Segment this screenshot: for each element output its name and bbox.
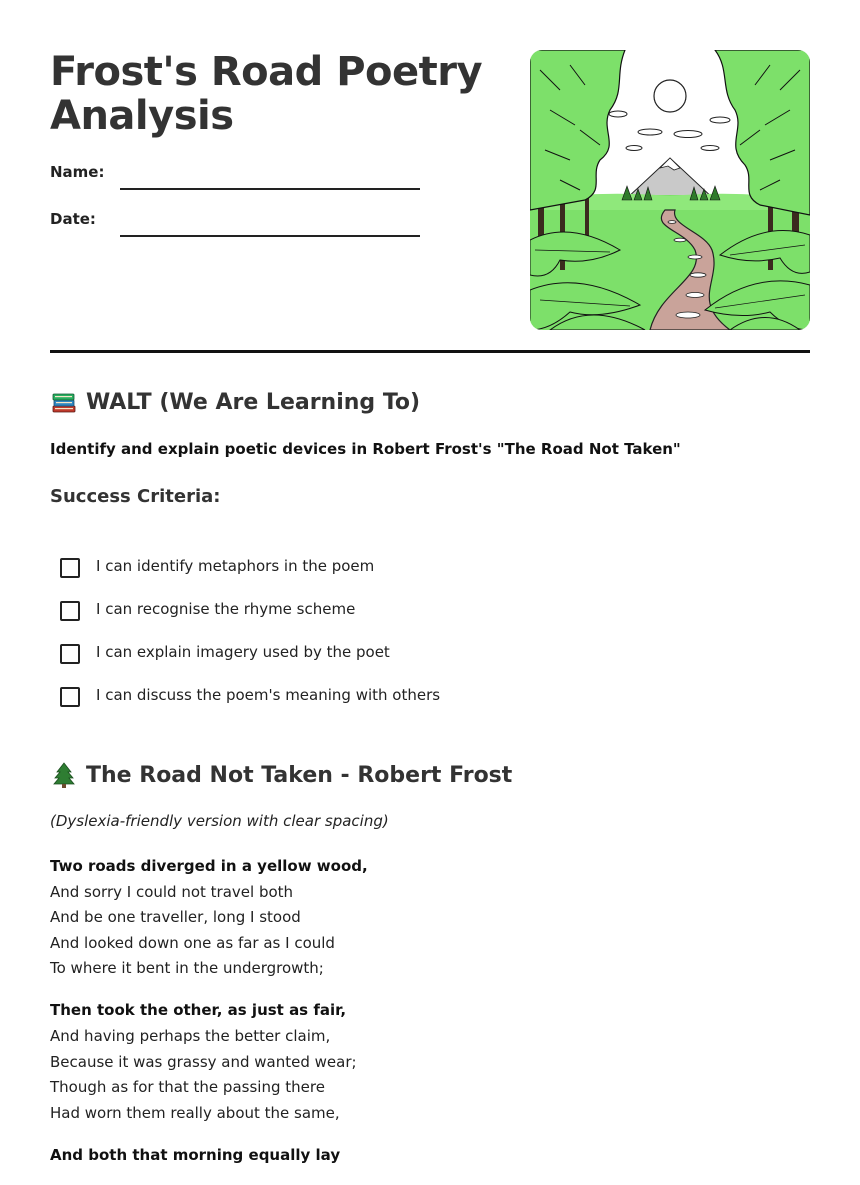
poem-line: Had worn them really about the same, — [50, 1103, 340, 1122]
books-icon — [50, 388, 78, 416]
poem-line: And be one traveller, long I stood — [50, 908, 301, 927]
poem-heading-text: The Road Not Taken - Robert Frost — [86, 762, 513, 788]
worksheet-header — [50, 0, 810, 353]
criteria-label: I can recognise the rhyme scheme — [96, 600, 356, 618]
date-write-line[interactable] — [120, 235, 420, 237]
success-criteria-list — [60, 555, 440, 727]
walt-heading-text: WALT (We Are Learning To) — [86, 389, 421, 415]
poem-line: Though as for that the passing there — [50, 1078, 325, 1097]
criteria-checkbox[interactable] — [60, 644, 80, 664]
date-label: Date: — [50, 210, 96, 228]
criteria-checkbox[interactable] — [60, 687, 80, 707]
page-title: Frost's Road Poetry Analysis — [50, 49, 483, 139]
criteria-item — [60, 598, 440, 641]
criteria-label: I can discuss the poem's meaning with others — [96, 686, 441, 704]
poem-stanza — [50, 854, 368, 982]
poem-line: Two roads diverged in a yellow wood, — [50, 857, 368, 875]
criteria-item — [60, 641, 440, 684]
poem-stanza — [50, 998, 368, 1126]
forest-road-illustration — [530, 50, 810, 330]
walt-objective: Identify and explain poetic devices in Robert Frost's "The Road Not Taken" — [50, 440, 681, 458]
criteria-item — [60, 684, 440, 727]
poem-line: And looked down one as far as I could — [50, 933, 335, 952]
criteria-label: I can identify metaphors in the poem — [96, 557, 375, 575]
poem-line: And both that morning equally lay — [50, 1145, 341, 1164]
criteria-checkbox[interactable] — [60, 601, 80, 621]
success-criteria-heading: Success Criteria: — [50, 486, 221, 507]
poem-line: And having perhaps the better claim, — [50, 1027, 331, 1046]
criteria-label: I can explain imagery used by the poet — [96, 643, 390, 661]
date-field — [50, 207, 420, 237]
evergreen-tree-icon — [50, 761, 78, 789]
poem-note: (Dyslexia-friendly version with clear spacing) — [50, 812, 389, 830]
poem-line: Then took the other, as just as fair, — [50, 1001, 347, 1020]
criteria-item — [60, 555, 440, 598]
name-label: Name: — [50, 163, 105, 181]
name-field — [50, 160, 420, 190]
poem-heading — [50, 761, 512, 789]
criteria-checkbox[interactable] — [60, 558, 80, 578]
name-write-line[interactable] — [120, 188, 420, 190]
poem-line: Because it was grassy and wanted wear; — [50, 1052, 357, 1071]
walt-heading — [50, 388, 420, 416]
poem-line: And sorry I could not travel both — [50, 882, 294, 901]
poem-stanza — [50, 1143, 368, 1169]
poem-text — [50, 854, 368, 1185]
poem-line: To where it bent in the undergrowth; — [50, 959, 324, 978]
worksheet-page — [50, 0, 810, 1164]
